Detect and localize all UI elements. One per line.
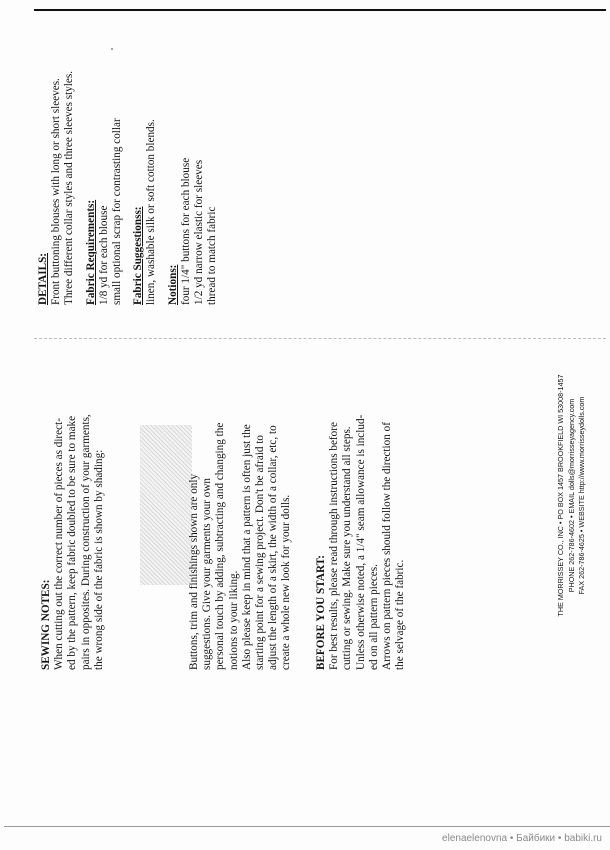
before-you-start-column: [315, 415, 407, 670]
footer-line: FAX 262-786-4625 • WEBSITE http://www.morrisseydolls.com: [577, 396, 586, 595]
fabric-requirements-line: small optional scrap for contrasting collar: [111, 118, 124, 305]
sewing-notes-line: notions to your liking.: [227, 570, 240, 670]
fabric-suggestions-heading: Fabric Suggestionss:: [132, 206, 145, 305]
notions-line: four 1/4" buttons for each blouse: [179, 157, 192, 305]
fabric-requirements-line: 1/8 yd for each blouse: [97, 205, 110, 305]
sewing-notes-line: Buttons, trim and finishings shown are only: [188, 473, 200, 670]
before-you-start-line: Unless otherwise noted, a 1/4" seam allowance is includ-: [354, 414, 367, 670]
bottom-rule: [4, 826, 610, 827]
sewing-notes-line: pairs in opposites. During construction of your garments,: [79, 414, 92, 670]
details-heading: DETAILS:: [37, 252, 49, 305]
sewing-notes-line: the wrong side of the fabric is shown by shading:: [92, 449, 105, 670]
before-you-start-line: the selvage of the fabric.: [394, 559, 407, 670]
fold-line: [34, 338, 606, 339]
sewing-notes-column: [40, 414, 106, 670]
watermark-text: elenaelenovna • Байбики • babiki.ru: [442, 833, 602, 844]
top-rule: [34, 9, 606, 11]
details-column: [37, 71, 219, 305]
suggestions-paragraph: [188, 423, 294, 670]
notions-heading: Notions:: [166, 264, 179, 305]
footer-line: THE MORRISSEY CO., INC • PO BOX 1457 BROOKFIELD WI 53008-1457: [556, 374, 565, 617]
details-line: Three different collar styles and three sleeves styles.: [63, 70, 76, 305]
fabric-suggestions-line: linen, washable silk or soft cotton blends.: [145, 119, 158, 305]
sewing-notes-line: Also please keep in mind that a pattern is often just the: [240, 424, 253, 670]
sewing-notes-line: create a whole new look for your dolls.: [280, 494, 293, 670]
sewing-notes-line: starting point for a sewing project. Don't be afraid to: [254, 434, 267, 670]
details-line: Front buttoning blouses with long or short sleeves.: [50, 78, 63, 305]
before-you-start-line: For best results, please read through instructions before: [328, 422, 341, 670]
sewing-notes-line: suggestions. Give your garments your own: [201, 477, 214, 670]
sewing-notes-heading: SEWING NOTES:: [40, 579, 52, 670]
sewing-notes-line: When cutting out the correct number of pieces as direct-: [53, 418, 66, 670]
before-you-start-line: Arrows on pattern pieces should follow the direction of: [381, 422, 394, 670]
footer-line: PHONE 262-786-4602 • EMAIL dolls@morrisseyagency.com: [566, 398, 576, 593]
company-footer: [556, 348, 588, 643]
sewing-notes-line: adjust the length of a skirt, the width of a collar, etc, to: [267, 425, 280, 670]
fabric-requirements-heading: Fabric Requirements:: [84, 199, 97, 305]
scan-speck: [111, 48, 113, 50]
notions-line: thread to match fabric: [206, 206, 219, 305]
before-you-start-line: ed on all pattern pieces.: [367, 564, 380, 670]
before-you-start-line: cutting or sewing. Make sure you understand all steps.: [341, 426, 354, 670]
before-you-start-heading: BEFORE YOU START:: [315, 554, 327, 670]
shading-swatch: [140, 425, 192, 585]
sewing-notes-line: personal touch by adding, subtracting and changing the: [214, 422, 227, 670]
notions-line: 1/2 yd narrow elastic for sleeves: [193, 159, 206, 305]
sewing-notes-line: ed by the pattern, keep fabric doubled to be sure to make: [66, 415, 79, 670]
